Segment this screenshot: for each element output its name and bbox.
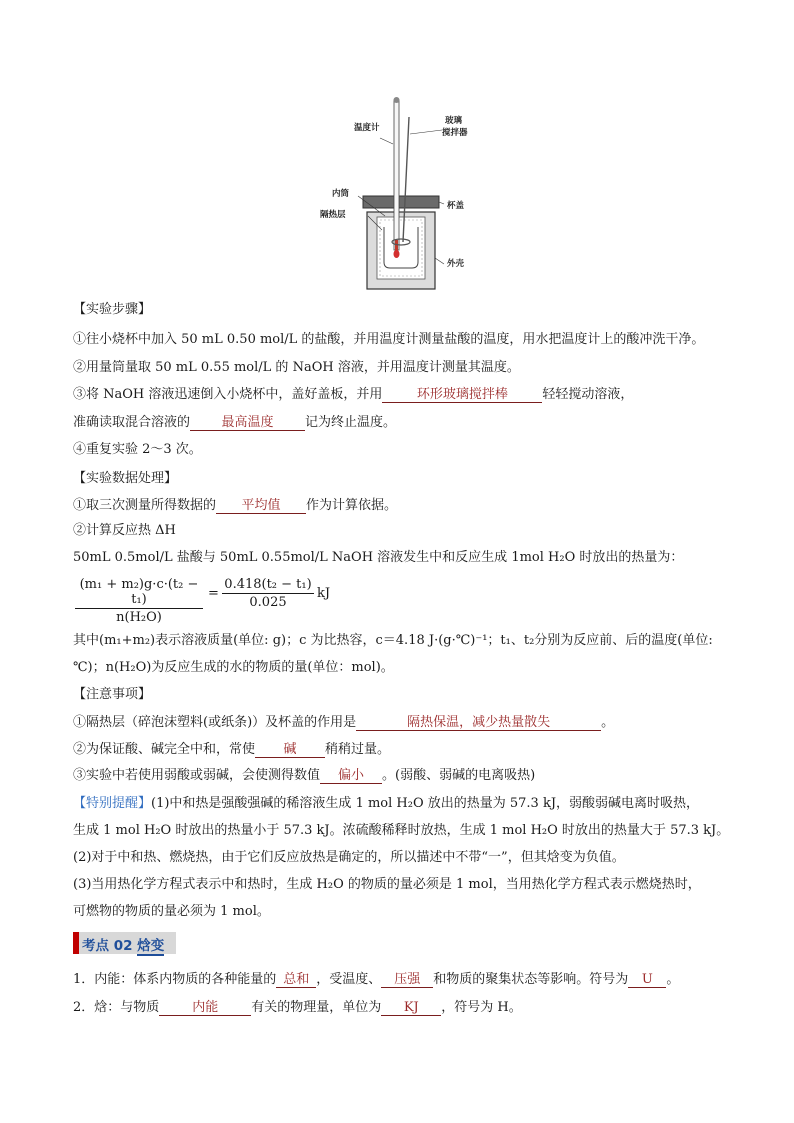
fraction-2-numerator: 0.418(t₂ − t₁) xyxy=(222,577,314,594)
blank-total: 总和 xyxy=(276,972,316,988)
label-thermometer: 温度计 xyxy=(354,123,380,133)
item-1-text-a: 1．内能：体系内物质的各种能量的 xyxy=(73,972,277,987)
step-3-text-d: 记为终止温度。 xyxy=(305,415,397,430)
formula-equals: = xyxy=(208,586,219,601)
item-2-text-a: 2．焓：与物质 xyxy=(73,1000,160,1015)
note-2-text-a: ②为保证酸、碱完全中和，常使 xyxy=(73,742,256,757)
item-1-text-b: ，受温度、 xyxy=(316,972,382,987)
blank-average: 平均值 xyxy=(216,498,306,514)
note-3 xyxy=(73,767,535,785)
item-1 xyxy=(73,971,679,989)
fraction-2 xyxy=(222,577,314,610)
data-1-text-b: 作为计算依据。 xyxy=(306,498,398,513)
blank-stirrer: 环形玻璃搅拌棒 xyxy=(382,387,542,403)
label-stirrer-2: 搅拌器 xyxy=(442,128,468,138)
data-4: 其中(m₁+m₂)表示溶液质量(单位: g)；c 为比热容，c＝4.18 J·(g·℃)⁻¹；t₁、t₂分别为反应前、后的温度(单位: xyxy=(73,633,713,648)
tip-3: (2)对于中和热、燃烧热，由于它们反应放热是确定的，所以描述中不带“一”，但其焓变为负值。 xyxy=(73,850,625,865)
note-3-text-b: 。(弱酸、弱碱的电离吸热) xyxy=(382,768,536,783)
step-1: ①往小烧杯中加入 50 mL 0.50 mol/L 的盐酸，并用温度计测量盐酸的温度，用水把温度计上的酸冲洗干净。 xyxy=(73,332,705,347)
blank-smaller: 偏小 xyxy=(320,768,382,784)
note-2-text-b: 稍稍过量。 xyxy=(325,742,391,757)
label-insulation: 隔热层 xyxy=(320,210,346,220)
tip-2: 生成 1 mol H₂O 时放出的热量小于 57.3 kJ。浓硫酸稀释时放热，生成 1 mol H₂O 时放出的热量大于 57.3 kJ。 xyxy=(73,823,730,838)
calorimeter-figure xyxy=(320,92,480,290)
fraction-2-denominator: 0.025 xyxy=(249,595,287,610)
notes-title: 【注意事项】 xyxy=(73,687,152,702)
step-3-text-a: ③将 NaOH 溶液迅速倒入小烧杯中，盖好盖板，并用 xyxy=(73,387,383,402)
formula-unit: kJ xyxy=(317,586,331,601)
data-5: ℃)；n(H₂O)为反应生成的水的物质的量(单位：mol)。 xyxy=(73,660,394,675)
label-shell: 外壳 xyxy=(447,259,465,269)
blank-insulation-purpose: 隔热保温，减少热量散失 xyxy=(356,715,601,731)
heading-name: 焓变 xyxy=(137,938,165,954)
item-2-text-c: ，符号为 H。 xyxy=(441,1000,522,1015)
step-3-text-b: 轻轻搅动溶液， xyxy=(542,387,634,402)
note-1 xyxy=(73,714,614,732)
steps-title: 【实验步骤】 xyxy=(73,302,152,317)
step-2: ②用量筒量取 50 mL 0.55 mol/L 的 NaOH 溶液，并用温度计测量其温度。 xyxy=(73,360,520,375)
heading-text xyxy=(82,934,164,954)
step-3-text-c: 准确读取混合溶液的 xyxy=(73,415,191,430)
data-3: 50mL 0.5mol/L 盐酸与 50mL 0.55mol/L NaOH 溶液发生中和反应生成 1mol H₂O 时放出的热量为： xyxy=(73,550,684,565)
section-heading xyxy=(73,932,176,954)
label-lid: 杯盖 xyxy=(447,201,465,211)
item-2-text-b: 有关的物理量，单位为 xyxy=(251,1000,382,1015)
note-3-text-a: ③实验中若使用弱酸或弱碱，会使测得数值 xyxy=(73,768,321,783)
label-inner-cup: 内筒 xyxy=(332,189,350,199)
blank-base: 碱 xyxy=(255,742,325,758)
note-2 xyxy=(73,741,390,759)
heading-accent-bar xyxy=(73,932,79,954)
tip-5: 可燃物的物质的量必须为 1 mol。 xyxy=(73,904,270,919)
tip-4: (3)当用热化学方程式表示中和热时，生成 H₂O 的物质的量必须是 1 mol，当用热化学方程式表示燃烧热时， xyxy=(73,877,701,892)
blank-max-temp: 最高温度 xyxy=(190,415,305,431)
step-4: ④重复实验 2～3 次。 xyxy=(73,442,202,457)
data-1 xyxy=(73,497,397,515)
heading-prefix: 考点 02 xyxy=(82,938,133,954)
item-1-text-d: 。 xyxy=(666,972,680,987)
blank-internal-energy: 内能 xyxy=(159,1000,251,1016)
tip-1-text: (1)中和热是强酸强碱的稀溶液生成 1 mol H₂O 放出的热量为 57.3 kJ，弱酸弱碱电离时吸热， xyxy=(151,796,700,811)
note-1-text-b: 。 xyxy=(601,715,615,730)
blank-symbol-u: U xyxy=(628,972,666,988)
data-2: ②计算反应热 ΔH xyxy=(73,523,176,538)
blank-pressure: 压强 xyxy=(381,972,433,988)
item-1-text-c: 和物质的聚集状态等影响。符号为 xyxy=(433,972,629,987)
tip-1 xyxy=(73,795,699,813)
fraction-1-denominator: n(H₂O) xyxy=(116,610,162,625)
fraction-1 xyxy=(75,577,203,625)
note-1-text-a: ①隔热层（碎泡沫塑料(或纸条)）及杯盖的作用是 xyxy=(73,715,357,730)
item-2 xyxy=(73,999,522,1017)
data-title: 【实验数据处理】 xyxy=(73,471,178,486)
step-3 xyxy=(73,386,633,404)
tip-label: 【特别提醒】 xyxy=(73,796,152,811)
step-3-cont xyxy=(73,414,396,432)
data-1-text-a: ①取三次测量所得数据的 xyxy=(73,498,217,513)
label-stirrer-1: 玻璃 xyxy=(445,116,463,126)
fraction-1-numerator: (m₁ + m₂)g·c·(t₂ − t₁) xyxy=(75,577,203,609)
blank-unit: KJ xyxy=(381,1000,441,1016)
